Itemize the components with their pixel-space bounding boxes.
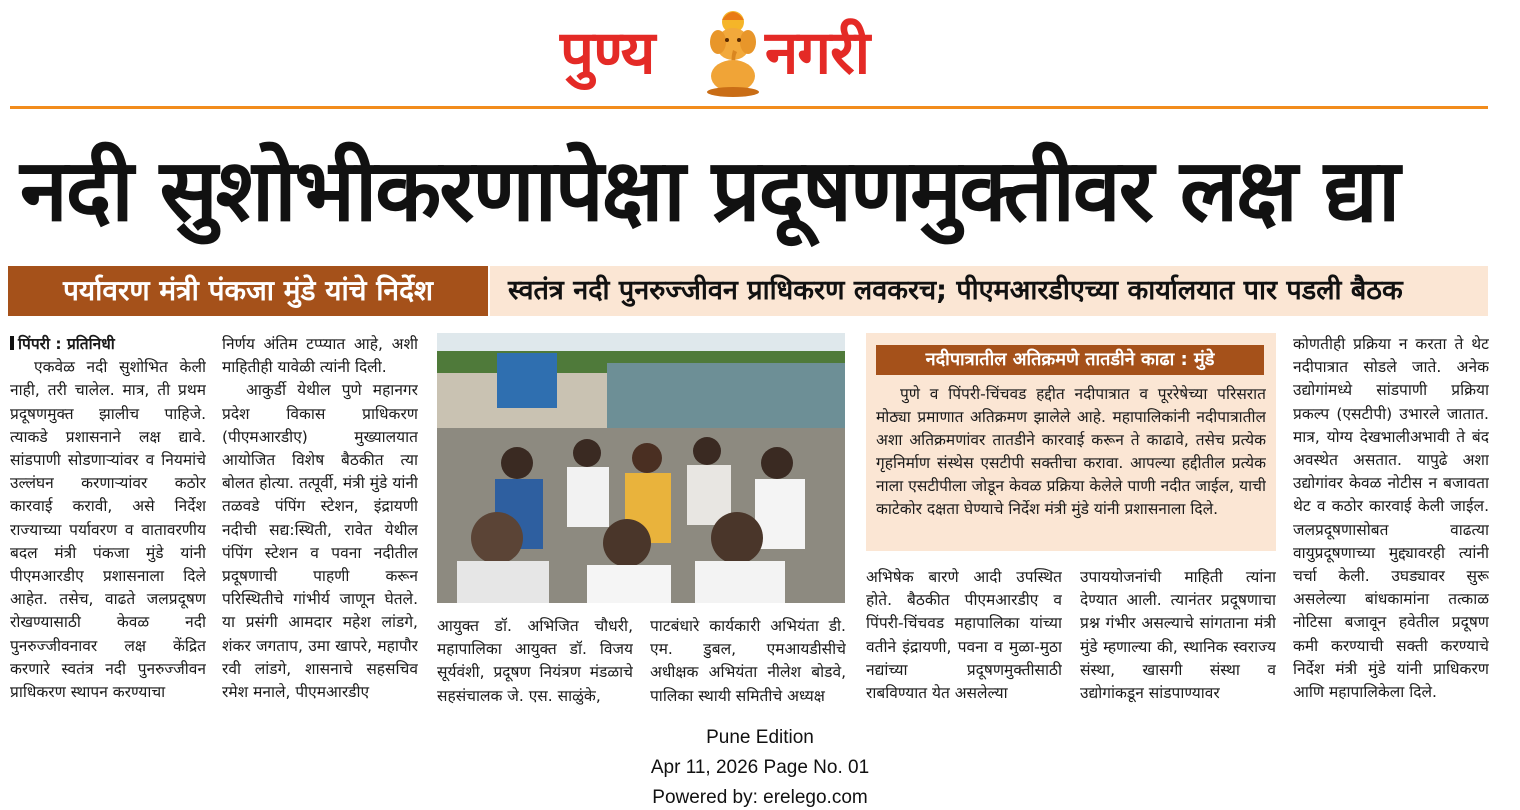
dateline: पिंपरी : प्रतिनिधी — [10, 333, 206, 356]
masthead-name-right: नगरी — [765, 18, 870, 88]
news-photo — [437, 333, 845, 603]
article-paragraph: निर्णय अंतिम टप्प्यात आहे, अशी माहितीही यावेळी त्यांनी दिली. — [222, 335, 418, 377]
sidebar-box — [866, 333, 1276, 551]
powered-by-link[interactable]: Powered by: erelego.com — [652, 787, 868, 808]
article-paragraph: उपाययोजनांची माहिती त्यांना देण्यात आली. त्यानंतर प्रदूषणाचा प्रश्न गंभीर असल्याचे सांगताना मंत्री मुंडे म्हणाल्या की, स्थानिक स्वराज्य संस्था, खासगी संस्था व उद्योगांकडून सांडपाण्यावर — [1080, 568, 1276, 703]
masthead-name-left: पुण्य — [560, 18, 655, 88]
article-paragraph: कोणतीही प्रक्रिया न करता ते थेट नदीपात्रात सोडले जाते. अनेक उद्योगांमध्ये सांडपाणी प्रक्रिया प्रकल्प (एसटीपी) उभारले जातात. मात्र, योग्य देखभालीअभावी ते बंद अवस्थेत असतात. यापुढे अशा उद्योगांवर केवळ नोटीस न बजावता थेट व कठोर कारवाई केली जाईल. जलप्रदूषणासोबत वाढत्या वायुप्रदूषणाच्या मुद्द्यावरही त्यांनी चर्चा केली. उघड्यावर सुरू असलेल्या बांधकामांना तत्काळ नोटिसा बजावून हवेतील प्रदूषण कमी करण्याची सक्ती करण्याचे निर्देश मंत्री मुंडे यांनी प्राधिकरण आणि महापालिकेला दिले. — [1293, 335, 1489, 702]
article-column-4 — [650, 615, 846, 707]
ganesha-icon — [702, 6, 764, 98]
article-column-7 — [1293, 333, 1489, 705]
box-body: पुणे व पिंपरी-चिंचवड हद्दीत नदीपात्रात व पूररेषेच्या परिसरात मोठ्या प्रमाणात अतिक्रमण झालेले आहे. महापालिकांनी नदीपात्रातील अशा अतिक्रमणांवर तातडीने कारवाई करून ते काढावे, तसेच प्रत्येक गृहनिर्माण संस्थेस एसटीपी सक्तीचा करावा. आपल्या हद्दीतील प्रत्येक नाला एसटीपीला जोडून केवळ प्रक्रिया केलेले पाणी नदीत जाईल, याची काटेकोर दक्षता घेण्याचे निर्देश मंत्री मुंडे यांनी प्रशासनाला दिले. — [876, 385, 1266, 518]
article-column-3 — [437, 615, 633, 707]
article-column-6 — [1080, 566, 1276, 706]
article-paragraph: एकवेळ नदी सुशोभित केली नाही, तरी चालेल. मात्र, ती प्रथम प्रदूषणमुक्त झालीच पाहिजे. त्याकडे प्रशासनाने लक्ष द्यावे. सांडपाणी सोडणाऱ्यांवर व नियमांचे उल्लंघन करणाऱ्यांवर कठोर कारवाई करावी, असे निर्देश राज्याच्या पर्यावरण व वातावरणीय बदल मंत्री पंकजा मुंडे यांनी पीएमआरडीए प्रशासनाला दिले आहेत. तसेच, वाढते जलप्रदूषण रोखण्यासाठी केवळ नदी पुनरुज्जीवनावर लक्ष केंद्रित करणारे स्वतंत्र नदी पुनरुज्जीवन प्राधिकरण स्थापन करण्याचा — [10, 358, 206, 702]
masthead — [560, 2, 960, 102]
edition-label: Pune Edition — [706, 727, 814, 748]
date-page-label: Apr 11, 2026 Page No. 01 — [650, 757, 870, 778]
box-title: नदीपात्रातील अतिक्रमणे तातडीने काढा : मुंडे — [876, 345, 1264, 375]
article-paragraph: पाटबंधारे कार्यकारी अभियंता डी. एम. डुबल, एमआयडीसीचे अधीक्षक अभियंता नीलेश बोडवे, पालिका स्थायी समितीचे अध्यक्ष — [650, 617, 846, 705]
headline: नदी सुशोभीकरणापेक्षा प्रदूषणमुक्तीवर लक्ष द्या — [20, 141, 1399, 241]
article-paragraph: अभिषेक बारणे आदी उपस्थित होते. बैठकीत पीएमआरडीए व पिंपरी-चिंचवड महापालिका यांच्या वतीने इंद्रायणी, पवना व मुळा-मुठा नद्यांच्या प्रदूषणमुक्तीसाठी राबविण्यात येत असलेल्या — [866, 568, 1062, 703]
article-paragraph: आयुक्त डॉ. अभिजित चौधरी, महापालिका आयुक्त डॉ. विजय सूर्यवंशी, प्रदूषण नियंत्रण मंडळाचे सहसंचालक जे. एस. साळुंके, — [437, 617, 633, 705]
article-column-5 — [866, 566, 1062, 706]
article-column-1 — [10, 333, 206, 705]
article-column-2 — [222, 333, 418, 705]
strap-left: पर्यावरण मंत्री पंकजा मुंडे यांचे निर्देश — [8, 266, 488, 316]
masthead-rule — [10, 106, 1488, 109]
article-paragraph: आकुर्डी येथील पुणे महानगर प्रदेश विकास प्राधिकरण (पीएमआरडीए) मुख्यालयात आयोजित विशेष बैठकीत त्या बोलत होत्या. तत्पूर्वी, मंत्री मुंडे यांनी तळवडे पंपिंग स्टेशन, इंद्रायणी नदीची सद्य:स्थिती, रावेत येथील पंपिंग स्टेशन व पवना नदीतील प्रदूषणाची पाहणी करून परिस्थितीचे गांभीर्य जाणून घेतले. या प्रसंगी आमदार महेश लांडगे, शंकर जगताप, उमा खापरे, महापौर रवी लांडगे, शासनाचे सहसचिव रमेश मनाले, पीएमआरडीए — [222, 381, 418, 702]
strap-right: स्वतंत्र नदी पुनरुज्जीवन प्राधिकरण लवकरच; पीएमआरडीएच्या कार्यालयात पार पडली बैठक — [490, 266, 1488, 316]
